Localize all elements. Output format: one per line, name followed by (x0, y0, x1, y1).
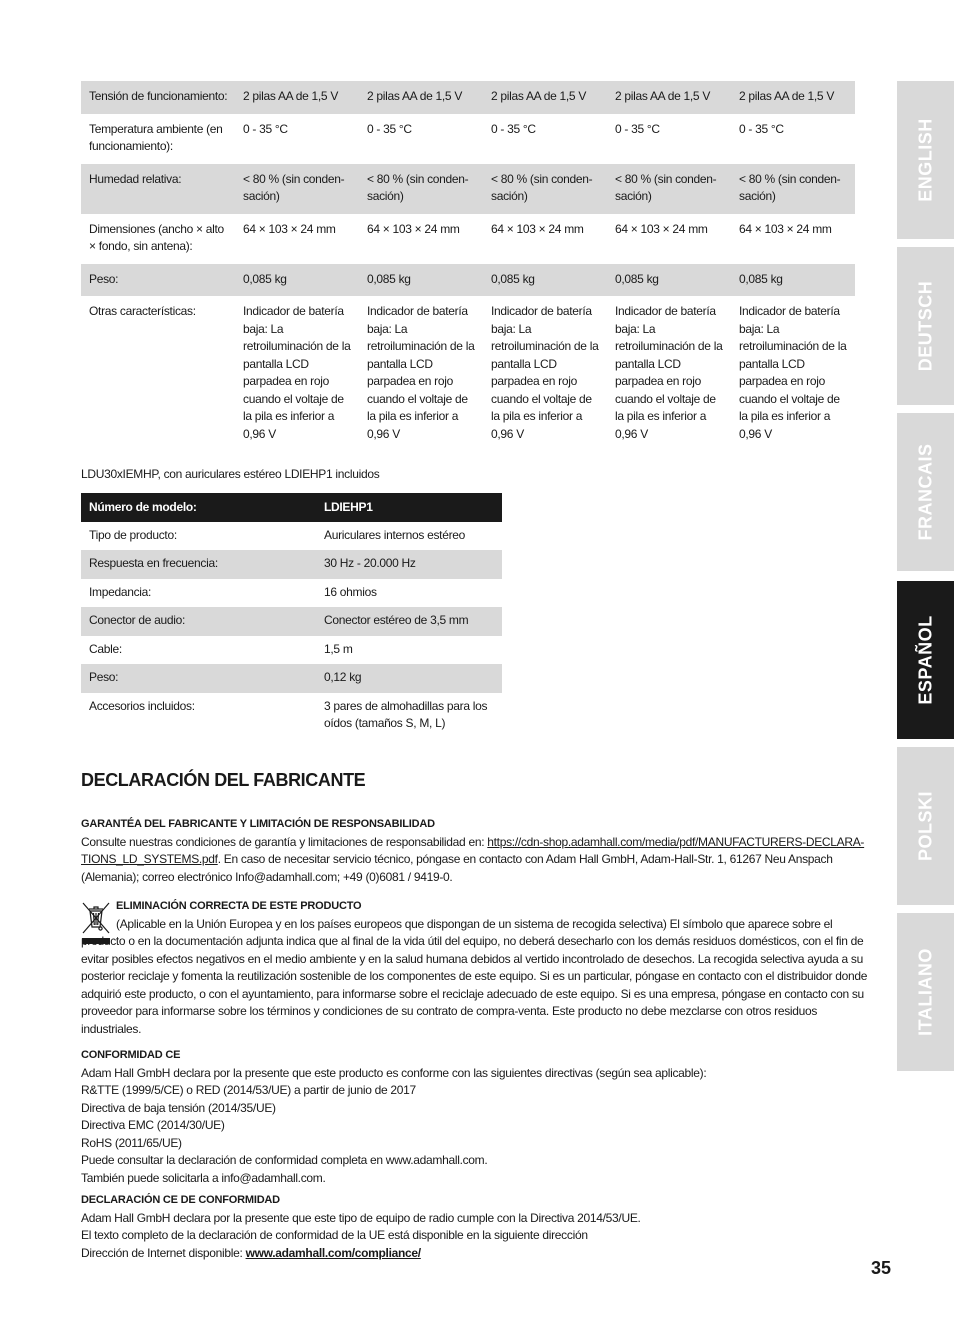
tab-label: ESPAÑOL (915, 615, 935, 705)
conformity-section (81, 1047, 875, 1187)
cell: Indicador de batería baja: La retroiluminación de la pantalla LCD parpadea en rojo cuando el voltaje de la pila es inferior a 0,96 V (367, 304, 475, 441)
cell: 0,085 kg (607, 264, 731, 297)
tab-deutsch[interactable] (897, 247, 954, 405)
ce-declaration-section (81, 1192, 875, 1262)
ce-declaration-line (81, 1245, 875, 1263)
cell: < 80 % (sin conden-sación) (483, 164, 607, 214)
cell: 0 - 35 °C (491, 121, 536, 136)
cell: Indicador de batería baja: La retroiluminación de la pantalla LCD parpadea en rojo cuando el voltaje de la pila es inferior a 0,96 V (615, 304, 723, 441)
row-label: Temperatura ambiente (en funcionamiento): (89, 121, 223, 153)
conformity-line: También puede solicitarla a info@adamhall.com. (81, 1170, 326, 1185)
tab-label: DEUTSCH (915, 280, 935, 372)
row-label: Tipo de producto: (89, 527, 177, 542)
cell: 2 pilas AA de 1,5 V (359, 81, 483, 114)
conformity-line: Puede consultar la declaración de conformidad completa en www.adamhall.com. (81, 1153, 488, 1167)
tab-label: ENGLISH (915, 118, 935, 202)
row-value: Conector estéreo de 3,5 mm (316, 607, 502, 636)
ce-declaration-line: Adam Hall GmbH declara por la presente que este tipo de equipo de radio cumple con la Directiva 2014/53/UE. (81, 1210, 641, 1225)
page-number: 35 (871, 1258, 892, 1278)
table-row (81, 296, 855, 451)
cell: 64 × 103 × 24 mm (615, 221, 708, 236)
row-label: Respuesta en frecuencia: (81, 550, 316, 579)
table-row (81, 214, 855, 264)
conformity-line: R&TTE (1999/5/CE) o RED (2014/53/UE) a partir de junio de 2017 (81, 1083, 416, 1097)
cell: 0 - 35 °C (243, 121, 288, 136)
cell: 0,085 kg (359, 264, 483, 297)
warranty-text (81, 834, 875, 887)
row-label: Conector de audio: (81, 607, 316, 636)
warranty-section (81, 816, 875, 886)
cell: 2 pilas AA de 1,5 V (483, 81, 607, 114)
row-label: Humedad relativa: (81, 164, 235, 214)
tab-english[interactable] (897, 81, 954, 239)
ce-declaration-prefix: Dirección de Internet disponible: (81, 1245, 246, 1260)
table-row (81, 636, 502, 665)
table-row (81, 693, 502, 739)
conformity-line: Directiva de baja tensión (2014/35/UE) (81, 1100, 276, 1115)
row-value: 3 pares de almohadillas para los oídos (tamaños S, M, L) (324, 698, 488, 730)
conformity-heading: CONFORMIDAD CE (81, 1049, 181, 1061)
row-label: Dimensiones (ancho × alto × fondo, sin antena): (89, 221, 224, 253)
cell: 0 - 35 °C (615, 121, 660, 136)
conformity-line: RoHS (2011/65/UE) (81, 1135, 182, 1150)
row-label: Accesorios incluidos: (89, 698, 195, 713)
cell: 0 - 35 °C (739, 121, 784, 136)
cell: 0 - 35 °C (367, 121, 412, 136)
header-label: Número de modelo: (81, 493, 316, 522)
tab-polski[interactable] (897, 747, 954, 905)
cell: 0,085 kg (731, 264, 855, 297)
section-title: DECLARACIÓN DEL FABRICANTE (81, 770, 366, 790)
cell: Indicador de batería baja: La retroiluminación de la pantalla LCD parpadea en rojo cuando el voltaje de la pila es inferior a 0,96 V (491, 304, 599, 441)
header-value: LDIEHP1 (316, 493, 502, 522)
tab-label: ITALIANO (915, 948, 935, 1036)
warranty-text-before: Consulte nuestras condiciones de garantía y limitaciones de responsabilidad en: (81, 834, 488, 849)
row-value: 0,12 kg (316, 664, 502, 693)
tab-label: POLSKI (915, 790, 935, 862)
conformity-line: Directiva EMC (2014/30/UE) (81, 1118, 225, 1132)
table-row (81, 164, 855, 214)
cell: 64 × 103 × 24 mm (491, 221, 584, 236)
table-row (81, 81, 855, 114)
cell: Indicador de batería baja: La retroiluminación de la pantalla LCD parpadea en rojo cuando el voltaje de la pila es inferior a 0,96 V (739, 304, 847, 441)
cell: < 80 % (sin conden-sación) (607, 164, 731, 214)
row-label: Cable: (89, 641, 122, 656)
row-value: 16 ohmios (324, 584, 377, 599)
table-caption: LDU30xIEMHP, con auriculares estéreo LDIEHP1 incluidos (81, 467, 380, 481)
conformity-line: Adam Hall GmbH declara por la presente que este producto es conforme con las siguientes directivas (según sea aplicable): (81, 1065, 707, 1080)
cell: 2 pilas AA de 1,5 V (607, 81, 731, 114)
row-value: Auriculares internos estéreo (324, 527, 466, 542)
table-row (81, 664, 502, 693)
cell: 2 pilas AA de 1,5 V (731, 81, 855, 114)
table-row (81, 579, 502, 608)
cell: 64 × 103 × 24 mm (367, 221, 460, 236)
table-row (81, 264, 855, 297)
cell: < 80 % (sin conden-sación) (235, 164, 359, 214)
compliance-link[interactable]: www.adamhall.com/compliance/ (245, 1245, 421, 1260)
row-label: Tensión de funcionamiento: (81, 81, 235, 114)
headphone-spec-table (81, 493, 502, 739)
warranty-text-after: . En caso de necesitar servicio técnico, póngase en contacto con Adam Hall GmbH, Adam-Hall-Str. 1, 61267 Neu Anspach (Alemania); correo electrónico Info@adamhall.com; +49 (0)6081 / 9419-0. (81, 852, 833, 884)
tab-espanol[interactable] (897, 581, 954, 739)
table-row (81, 607, 502, 636)
row-label: Otras características: (89, 304, 196, 318)
table-header-row (81, 493, 502, 522)
disposal-heading: ELIMINACIÓN CORRECTA DE ESTE PRODUCTO (116, 900, 362, 912)
row-value: 1,5 m (324, 641, 353, 656)
cell: 64 × 103 × 24 mm (739, 221, 832, 236)
tab-label: FRANCAIS (915, 443, 935, 541)
disposal-text: (Aplicable en la Unión Europea y en los países europeos que dispongan de un sistema de recogida selectiva) El símbolo que aparece sobre el producto o en la documentación adjunta indica que al final de la vida útil del equipo, no deberá desecharlo con los demás residuos domésticos, con el fin de evitar posibles efectos negativos en el medio ambiente y en la salud humana debidos al vertido incontrolado de desechos. La recogida selectiva ayuda a su posterior reciclaje y fomenta la reutilización sostenible de los componentes de este equipo. Si es un particular, póngase en contacto con el distribuidor donde adquirió este producto, o con el ayuntamiento, para informarse sobre el reciclaje adecuado de este equipo. Si es una empresa, póngase en contacto con su proveedor para informarse sobre los términos y condiciones de su contrato de compra-venta. Este producto no debe mezclarse con otros residuos industriales. (81, 916, 868, 1036)
cell: < 80 % (sin conden-sación) (731, 164, 855, 214)
cell: 2 pilas AA de 1,5 V (235, 81, 359, 114)
row-label: Impedancia: (89, 584, 152, 599)
spec-table (81, 81, 855, 451)
row-value: 30 Hz - 20.000 Hz (316, 550, 502, 579)
cell: < 80 % (sin conden-sación) (359, 164, 483, 214)
cell: 0,085 kg (483, 264, 607, 297)
cell: 64 × 103 × 24 mm (243, 221, 336, 236)
tab-italiano[interactable] (897, 913, 954, 1071)
ce-declaration-line: El texto completo de la declaración de conformidad de la UE está disponible en la siguiente dirección (81, 1228, 588, 1242)
warranty-link[interactable]: https://cdn-shop.adamhall.com/media/pdf/MANUFACTURERS-DECLARA-TIONS_LD_SYSTEMS.pdf (81, 834, 865, 866)
cell: 0,085 kg (235, 264, 359, 297)
table-row (81, 550, 502, 579)
ce-declaration-heading: DECLARACIÓN CE DE CONFORMIDAD (81, 1194, 280, 1206)
cell: Indicador de batería baja: La retroiluminación de la pantalla LCD parpadea en rojo cuando el voltaje de la pila es inferior a 0,96 V (243, 304, 351, 441)
row-label: Peso: (81, 264, 235, 297)
warranty-heading: GARANTÉA DEL FABRICANTE Y LIMITACIÓN DE RESPONSABILIDAD (81, 818, 435, 830)
tab-francais[interactable] (897, 413, 954, 571)
disposal-section (81, 898, 875, 1038)
table-row (81, 114, 855, 164)
row-label: Peso: (81, 664, 316, 693)
table-row (81, 522, 502, 551)
